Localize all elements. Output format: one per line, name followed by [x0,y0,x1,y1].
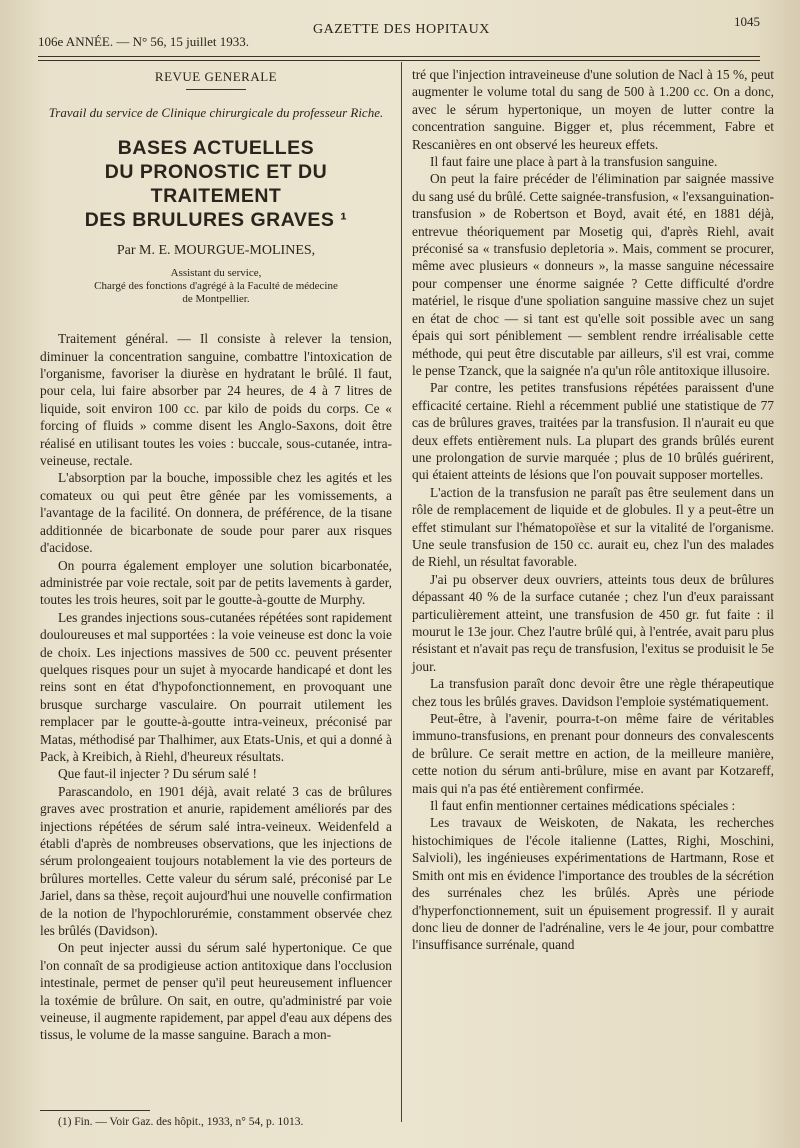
left-column [40,66,392,1044]
affiliation-line-3: de Montpellier. [182,293,250,306]
affiliation-line-1: Assistant du service, [170,267,262,280]
paragraph: Il faut enfin mentionner certaines médications spéciales : [430,798,736,814]
paragraph: Les travaux de Weiskoten, de Nakata, les recherches histochimiques de l'école italienne (Lattes, Righi, Moschini, Salvioli), les ingénieuses expérimentations de Hartmann, Rose et Smith ont mis en évidence l'importance des troubles de la sécrétion des surrénales chez les brûlés. Après une période d'hyperfonctionnement, suit un épuisement progressif. Il y aurait donc lieu de donner de l'adrénaline, vers le 4e jour, pour combattre l'insuffisance surrénale, quand [412,815,774,953]
title-line-1: BASES ACTUELLES [117,136,315,159]
author-affiliation [40,267,392,306]
paragraph: Les grandes injections sous-cutanées répétées sont rapidement douloureuses et mal supportées : la voie veineuse est donc la voie de choix. Les injections massives de 500 cc. peuvent présenter quelques risques pour un sujet à myocarde handicapé et dont les reins sont en état d'hypofonctionnement, en provoquant une brusque surcharge vasculaire. On pourrait utilement les remplacer par le goutte-à-goutte intra-veineux, préconisé par Matas, méthodisé par Thalhimer, aux Etats-Unis, et qui a donné à Pack, à Kreibich, à Riehl, d'heureux résultats. [40,609,392,764]
journal-name: GAZETTE DES HOPITAUX [313,22,490,37]
section-rule [186,89,246,90]
paragraph: Il faut faire une place à part à la transfusion sanguine. [430,154,718,170]
footnote: (1) Fin. — Voir Gaz. des hôpit., 1933, n° 54, p. 1013. [58,1116,304,1128]
paragraph: Par contre, les petites transfusions répétées paraissent d'une efficacité certaine. Riehl a récemment publié une statistique de 77 cas de brûlures graves, traitées par la transfusion. Il n'aurait eu que deux effets entièrement nuls. La plupart des grands brûlés eurent une prolongation de survie marquée ; plus de 10 brûlés guérirent, qui étaient atteints de lésions que l'on pouvait supposer mortelles. [412,380,774,483]
paragraph: Traitement général. — Il consiste à relever la tension, diminuer la concentration sanguine, combattre l'intoxication de l'organisme, favoriser la diurèse en hydratant le brûlé. Il faut, pour cela, lui faire absorber par 24 heures, de 4 à 7 litres de liquide, soit environ 100 cc. par kilo de poids du corps. Ce « forcing of fluids » comme disent les Anglo-Saxons, doit être réalisé en utilisant toutes les voies : buccale, sous-cutanée, intra-veineuse, rectale. [40,331,392,469]
paragraph: On pourra également employer une solution bicarbonatée, administrée par voie rectale, soit par de petits lavements à garder, toutes les trois heures, soit par le goutte-à-goutte de Murphy. [40,557,392,608]
issue-info: 106e ANNÉE. — N° 56, 15 juillet 1933. [38,34,250,49]
paragraph: L'absorption par la bouche, impossible chez les agités et les comateux ou qui peut être gênée par les vomissements, a l'avantage de la facilité. On donnera, de préférence, de la tisane additionnée de bicarbonate de soude pour parer aux risques d'acidose. [40,470,392,556]
title-line-3: DES BRULURES GRAVES ¹ [84,208,348,231]
header-rule-secondary [38,60,760,61]
paragraph: tré que l'injection intraveineuse d'une solution de Nacl à 15 %, peut augmenter le volume total du sang de 500 à 1.200 cc. On a donc, avec le sérum hypertonique, un moyen de lutter contre la concentration sanguine. Bigger et, plus récemment, Fabre et Rescanières en ont observé les heureux effets. [412,67,774,152]
service-line: Travail du service de Clinique chirurgicale du professeur Riche. [48,105,384,121]
paragraph: Que faut-il injecter ? Du sérum salé ! [58,766,257,782]
article-title [40,136,392,232]
paragraph: Peut-être, à l'avenir, pourra-t-on même faire de véritables immuno-transfusions, en prenant pour donneurs des convalescents de brûlure. Ce serait mettre en action, de la meilleure manière, cette notion du sérum anti-brûlure, mise en avant par Kotzareff, mais qui n'a pas été entièrement confirmée. [412,711,774,796]
paragraph: L'action de la transfusion ne paraît pas être seulement dans un rôle de remplacement de liquide et de globules. Il y a peut-être un effet stimulant sur l'hématopoïèse et sur la vitalité de l'organisme. Une seule transfusion de 150 cc. aurait eu, chez l'un des malades de Riehl, un résultat favorable. [412,484,774,570]
paragraph: On peut la faire précéder de l'élimination par saignée massive du sang usé du brûlé. Cette saignée-transfusion, « l'exsanguination-transfusion » de Robertson et Boyd, avait été, en 1881 déjà, entrevue théoriquement par Mosetig qui, d'après Riehl, avait préconisé sa « transfusio depletoria ». Mais, comment se procurer, même avec plusieurs « donneurs », la masse sanguine nécessaire pour compenser une énorme saignée ? Cette difficulté d'ordre matériel, le risque d'une spoliation sanguine massive chez un sujet en état de choc — si tant est qu'elle soit possible avec un sang épais qui sort péniblement — semblent rendre irréalisable cette méthode, qui peut être discutable par ailleurs, s'il est vrai, comme le pense Tzanck, que la saignée n'a qu'un rôle antitoxique illusoire. [412,171,774,378]
paragraph: Parascandolo, en 1901 déjà, avait relaté 3 cas de brûlures graves avec prostration et anurie, rapidement améliorés par des injections répétées de sérum salé intra-veineux. Weidenfeld a établi d'après de nombreuses observations, que les injections de sérum prolongeaient toujours notablement la vie des porteurs de brûlures mortelles. Cette valeur du sérum salé, préconisé par Le Jariel, dans sa thèse, reçoit aujourd'hui une nouvelle confirmation de la notion de l'hypochlorurémie, constamment observée chez les brûlés (Davidson). [40,783,392,939]
header-rule [38,56,760,57]
paragraph: J'ai pu observer deux ouvriers, atteints tous deux de brûlures dépassant 40 % de la surface cutanée ; chez l'un d'eux paraissant particulièrement atteint, une transfusion de 450 gr. fut faite : il mourut le 13e jour. Chez l'autre brûlé qui, à l'entrée, avait paru plus résistant et n'avait pas reçu de transfusion, l'exitus se produisit le 5e jour. [412,571,774,674]
column-divider [401,62,402,1122]
right-column [412,66,774,954]
page-header [38,12,760,56]
footnote-rule [40,1110,150,1111]
title-line-2: DU PRONOSTIC ET DU TRAITEMENT [104,160,328,207]
section-title: REVUE GENERALE [154,69,278,84]
affiliation-line-2: Chargé des fonctions d'agrégé à la Faculté de médecine [94,280,338,293]
paragraph: La transfusion paraît donc devoir être une règle thérapeutique chez tous les brûlés graves. Davidson l'emploie systématiquement. [412,676,774,709]
page-number: 1045 [734,14,760,29]
paragraph: On peut injecter aussi du sérum salé hypertonique. Ce que l'on connaît de sa prodigieuse action antitoxique dans l'occlusion intestinale, permet de penser qu'il peut heureusement influencer la toxémie de brûlure. On sait, en outre, qu'administré par voie veineuse, il augmente rapidement, par appel d'eau aux dépens des tissus, le volume de la masse sanguine. Barach a mon- [40,940,392,1043]
author-line: Par M. E. MOURGUE-MOLINES, [116,242,316,258]
